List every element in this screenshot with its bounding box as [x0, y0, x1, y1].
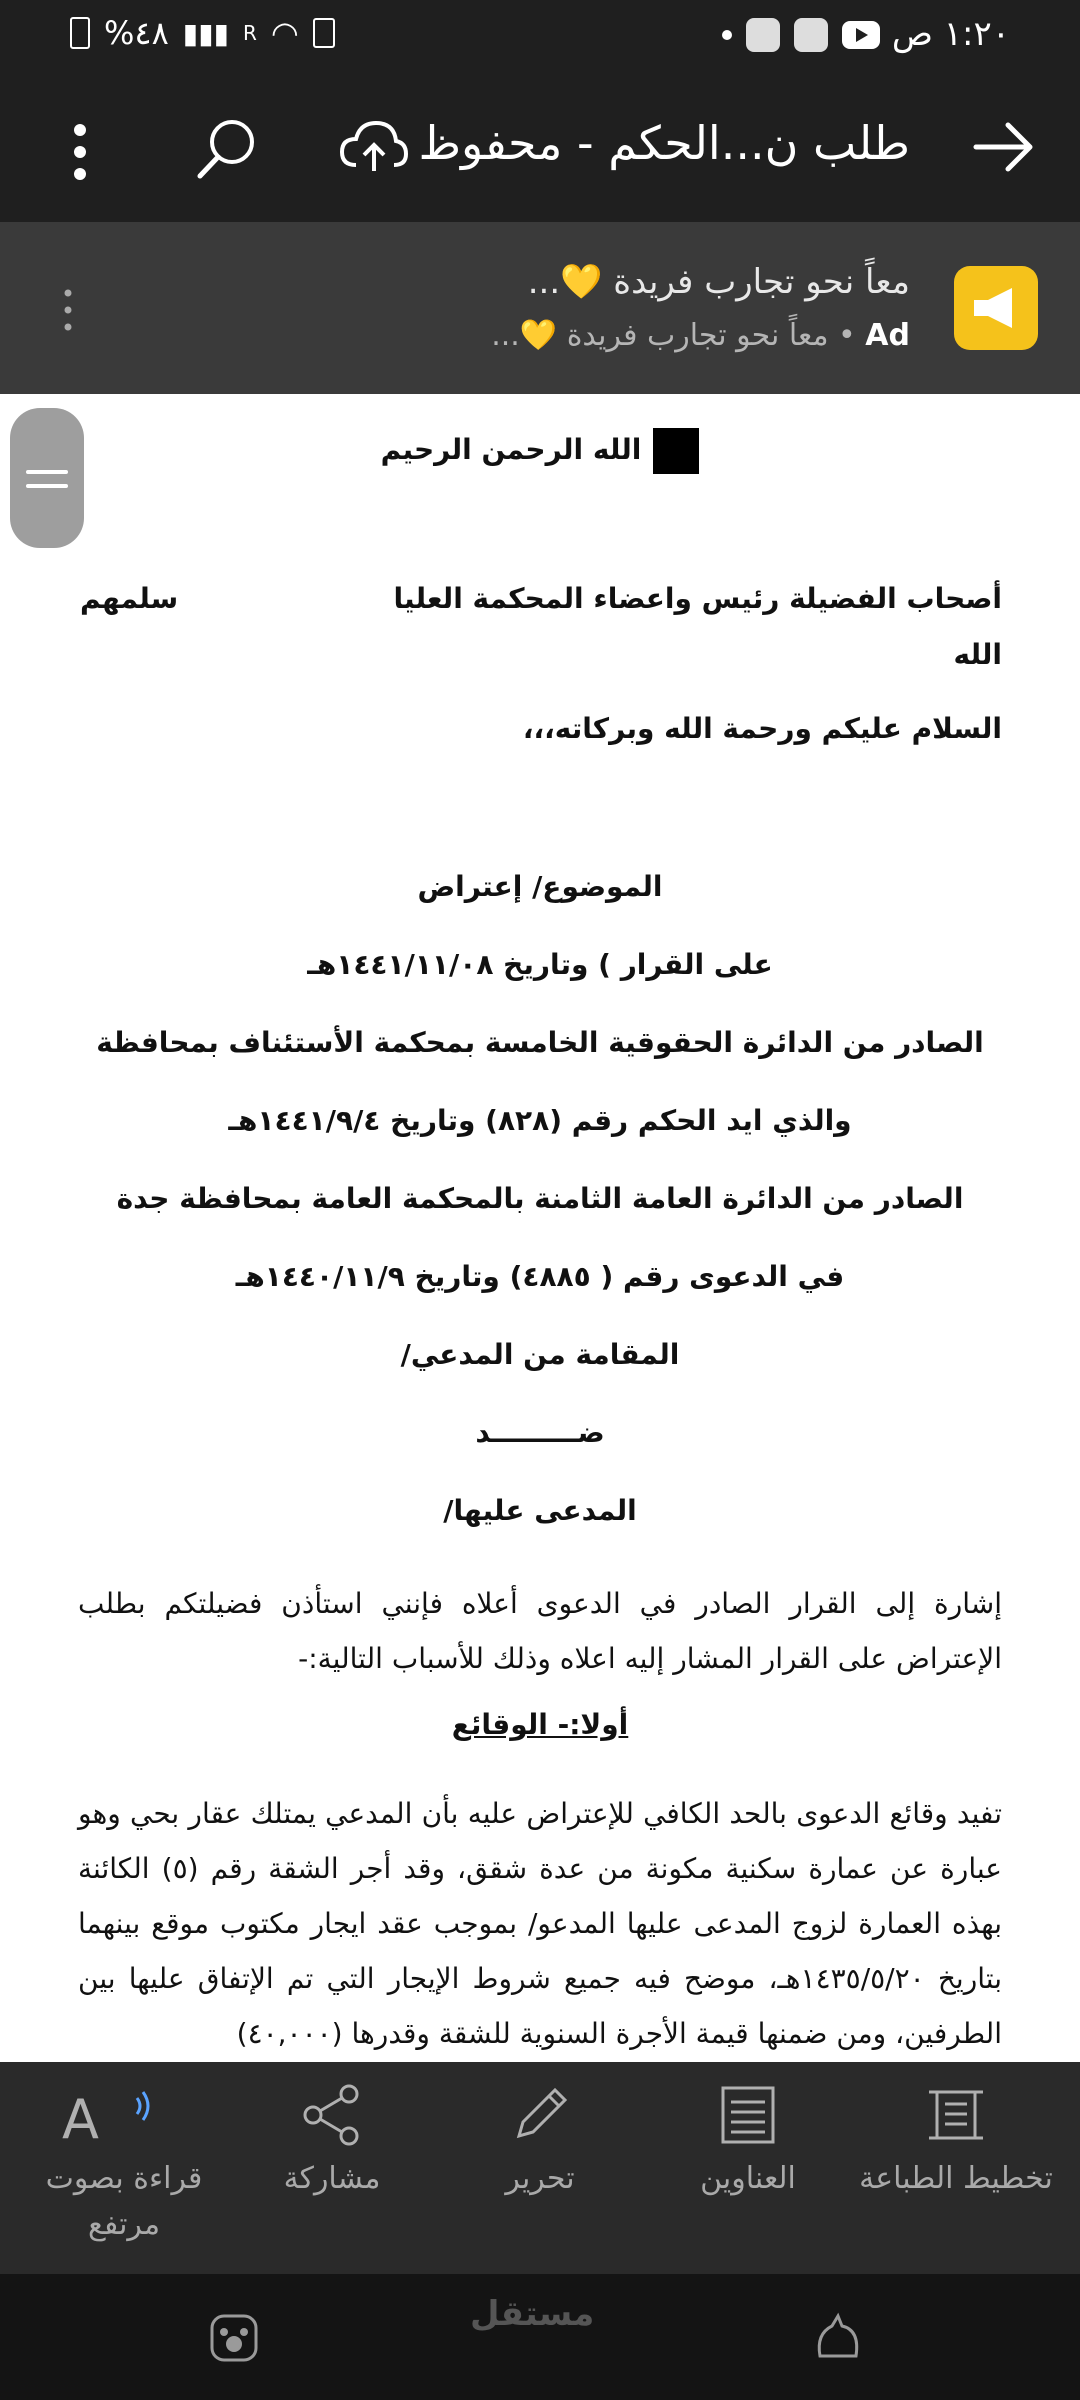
intro-paragraph: إشارة إلى القرار الصادر في الدعوى أعلاه فإنني استأذن فضيلتكم بطلب الإعتراض على القرار المشار إليه اعلاه وذلك للأسباب التالية:-	[78, 1587, 1002, 1675]
app-toolbar	[0, 72, 1080, 222]
subject: الموضوع/ إعتراض	[417, 870, 663, 903]
ad-more-icon[interactable]	[62, 288, 74, 332]
facts-paragraph: تفيد وقائع الدعوى بالحد الكافي للإعتراض عليه بأن المدعي يمتلك عقار بحي وهو عبارة عن عمارة سكنية مكونة من عدة شقق، وقد أجر الشقة رقم (٥) الكائنة بهذه العمارة لزوج المدعى عليها المدعو/ بموجب عقد ايجار مكتوب موقع بينهما بتاريخ ١٤٣٥/٥/٢٠هـ، موضح فيه جميع شروط الإيجار التي تم الإتفاق عليها بين الطرفين، ومن ضمنها قيمة الأجرة السنوية للشقة وقدرها (٤٠,٠٠٠)	[78, 1797, 1003, 2050]
ad-label: Ad	[865, 318, 910, 353]
signal-icon: ▮▮▮	[182, 16, 230, 50]
ad-banner[interactable]	[0, 222, 1080, 394]
bottom-action-bar	[0, 2062, 1080, 2274]
read-aloud-icon	[62, 2080, 159, 2151]
ad-title[interactable]: معاً نحو تجارب فريدة 💛...	[527, 262, 910, 302]
back-arrow-icon[interactable]	[968, 112, 1038, 182]
status-bar	[0, 0, 1080, 72]
share-button[interactable]	[232, 2080, 432, 2202]
system-nav-bar	[0, 2274, 1080, 2400]
plaintiff-line: المقامة من المدعي/	[400, 1338, 680, 1371]
read-aloud-button[interactable]	[24, 2080, 224, 2248]
greeting: السلام عليكم ورحمة الله وبركاته،،،	[522, 712, 1002, 745]
decision-line-2: الصادر من الدائرة الحقوقية الخامسة بمحكمة الأستئناف بمحافظة	[96, 1026, 984, 1059]
megaphone-icon	[954, 266, 1038, 350]
versus-line: ضـــــــــد	[475, 1416, 605, 1449]
ad-subtitle-text: معاً نحو تجارب فريدة 💛...	[491, 318, 829, 353]
addressee-end: سلمهم	[80, 582, 179, 615]
print-layout-label: تخطيط الطباعة	[859, 2161, 1053, 2196]
document-title[interactable]: طلب ن...الحكم - محفوظ	[418, 116, 910, 170]
read-aloud-label: قراءة بصوت مرتفع	[45, 2161, 203, 2242]
section-heading: أولا:- الوقائع	[451, 1708, 629, 1741]
battery-icon	[70, 17, 90, 49]
headings-label: العناوين	[700, 2161, 796, 2196]
basmala-text: الله الرحمن الرحيم	[380, 433, 642, 466]
battery-percent: %٤٨	[104, 14, 169, 52]
wifi-icon: ◠	[270, 14, 299, 52]
addressee-end2: الله	[953, 638, 1002, 671]
drawer-handle[interactable]	[10, 408, 84, 548]
pet-cat-icon[interactable]	[810, 2310, 866, 2366]
search-icon[interactable]	[192, 114, 262, 184]
notification-icons	[722, 18, 880, 52]
status-time: ١:٢٠ ص	[891, 14, 1010, 54]
more-vert-icon[interactable]	[70, 122, 90, 182]
pet-paw-icon[interactable]	[206, 2310, 262, 2366]
status-left	[70, 14, 335, 52]
decision-line-5: في الدعوى رقم ( ٤٨٨٥) وتاريخ ١٤٤٠/١١/٩هـ	[235, 1260, 845, 1293]
edit-button[interactable]	[440, 2080, 640, 2202]
cloud-upload-icon[interactable]	[338, 117, 408, 177]
dot-icon	[722, 30, 732, 40]
edit-label: تحرير	[505, 2161, 575, 2196]
app-icon	[794, 18, 828, 52]
redaction-block	[653, 428, 699, 474]
watermark: مستقل	[470, 2294, 595, 2334]
decision-line-3: والذي ايد الحكم رقم (٨٢٨) وتاريخ ١٤٤١/٩/٤هـ	[228, 1104, 852, 1137]
decision-line-1: على القرار ) وتاريخ ١٤٤١/١١/٠٨هـ	[307, 948, 773, 981]
svg-text:A: A	[62, 2088, 99, 2151]
basmala-line	[0, 428, 1080, 474]
print-layout-icon	[921, 2080, 991, 2150]
addressee: أصحاب الفضيلة رئيس واعضاء المحكمة العليا	[393, 582, 1002, 615]
share-label: مشاركة	[283, 2161, 381, 2196]
print-layout-button[interactable]	[856, 2080, 1056, 2202]
youtube-icon	[842, 21, 880, 49]
battery-saver-icon	[313, 18, 335, 48]
app-icon	[746, 18, 780, 52]
edit-pencil-icon	[505, 2080, 575, 2150]
decision-line-4: الصادر من الدائرة العامة الثامنة بالمحكمة العامة بمحافظة جدة	[116, 1182, 964, 1215]
document-page[interactable]	[0, 394, 1080, 2062]
share-icon	[297, 2080, 367, 2150]
defendant-line: المدعى عليها/	[443, 1494, 637, 1527]
headings-button[interactable]	[648, 2080, 848, 2202]
ad-subtitle: Ad • معاً نحو تجارب فريدة 💛...	[491, 318, 910, 353]
headings-icon	[713, 2080, 783, 2150]
signal-label: R	[243, 21, 257, 45]
